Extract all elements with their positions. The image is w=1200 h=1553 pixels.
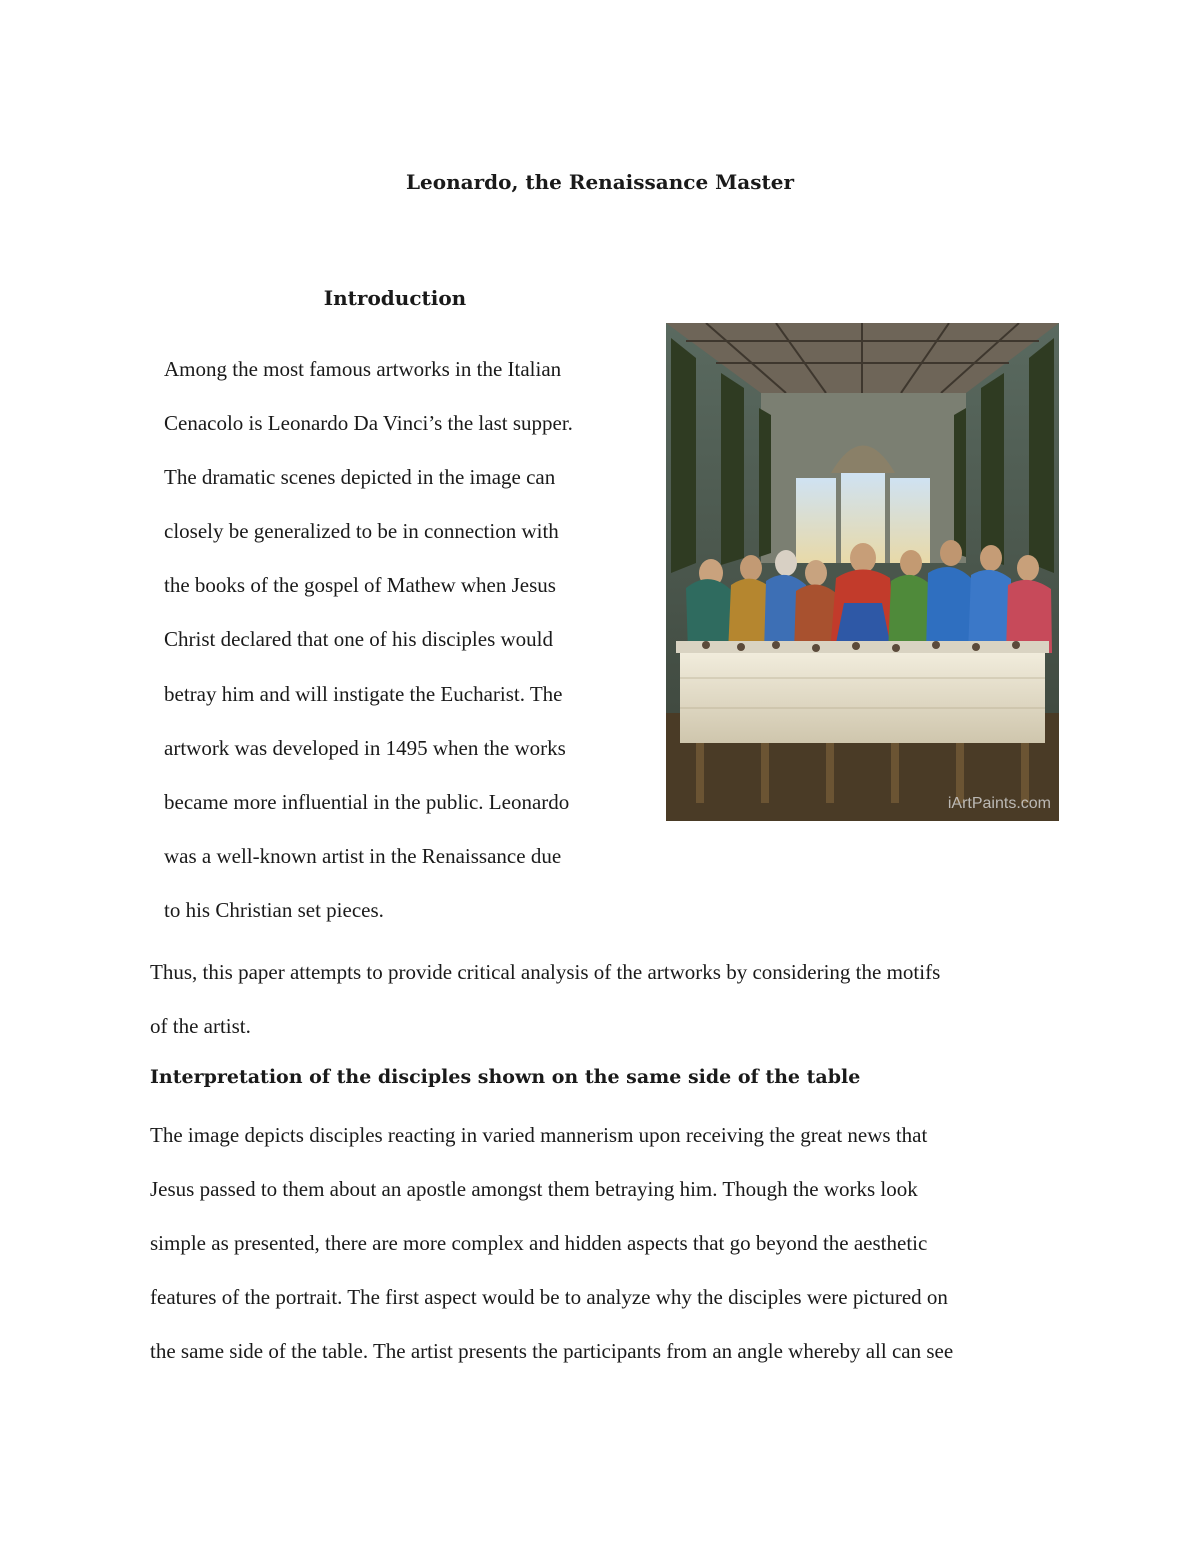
text-line: Thus, this paper attempts to provide critical analysis of the artworks by considering the motifs (150, 960, 941, 984)
introduction-paragraph (164, 346, 634, 941)
text-line: the same side of the table. The artist presents the participants from an angle whereby all can see (150, 1339, 954, 1364)
text-line: Among the most famous artworks in the Italian (164, 357, 562, 381)
watermark-text: iArtPaints.com (947, 795, 1051, 812)
section-paragraph (150, 1112, 1060, 1382)
text-line: Christ declared that one of his disciples would (164, 627, 554, 652)
text-line: the books of the gospel of Mathew when Jesus (164, 573, 556, 598)
document-title: Leonardo, the Renaissance Master (405, 170, 795, 194)
text-line: became more influential in the public. Leonardo (164, 789, 570, 814)
text-line: betray him and will instigate the Eucharist. The (164, 681, 563, 706)
text-line: was a well-known artist in the Renaissance due (164, 843, 562, 868)
last-supper-painting (666, 323, 1059, 821)
text-line: The image depicts disciples reacting in varied mannerism upon receiving the great news that (150, 1123, 928, 1147)
text-line: Cenacolo is Leonardo Da Vinci’s the last supper. (164, 411, 573, 436)
text-line: artwork was developed in 1495 when the works (164, 735, 566, 760)
conclusion-paragraph (150, 949, 1060, 1057)
section-heading: Interpretation of the disciples shown on the same side of the table (150, 1066, 861, 1088)
text-line: closely be generalized to be in connection with (164, 519, 559, 544)
text-line: of the artist. (150, 1014, 251, 1039)
introduction-heading: Introduction (323, 286, 467, 310)
text-line: simple as presented, there are more complex and hidden aspects that go beyond the aesthetic (150, 1231, 928, 1256)
text-line: The dramatic scenes depicted in the image can (164, 465, 556, 490)
text-line: Jesus passed to them about an apostle amongst them betraying him. Though the works look (150, 1177, 918, 1202)
text-line: features of the portrait. The first aspect would be to analyze why the disciples were pictured on (150, 1285, 948, 1310)
text-line: to his Christian set pieces. (164, 897, 384, 922)
